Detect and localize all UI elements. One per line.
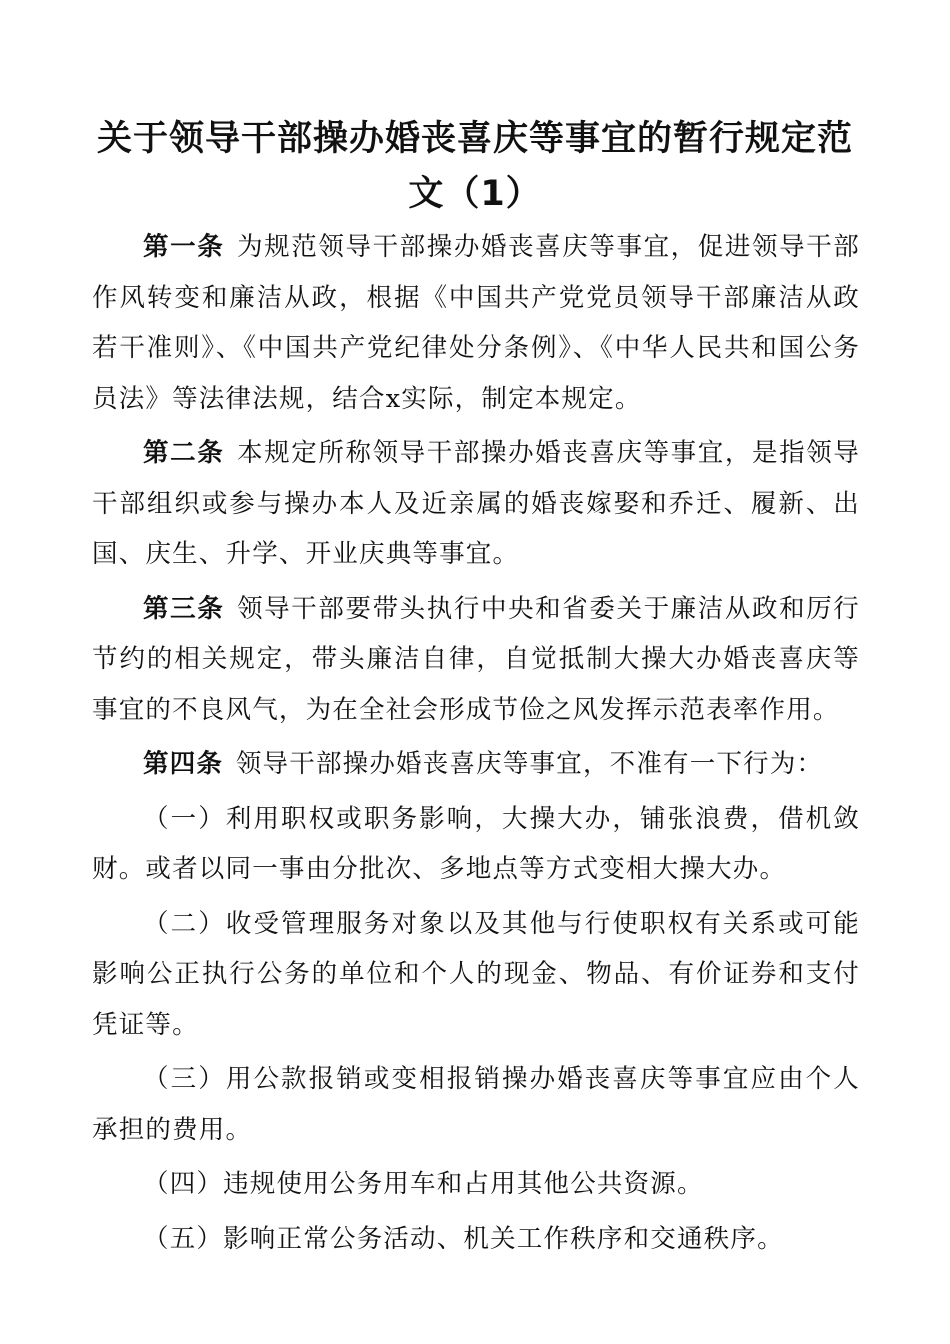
list-item-5: （五）影响正常公务活动、机关工作秩序和交通秩序。 [143,1223,784,1254]
article-4 [92,739,860,790]
article-1 [92,222,860,424]
article-2 [92,428,860,580]
list-item-3: （三）用公款报销或变相报销操办婚丧喜庆等事宜应由个人承担的费用。 [92,1064,860,1145]
article-1-text: 为规范领导干部操办婚丧喜庆等事宜，促进领导干部作风转变和廉洁从政，根据《中国共产党党员领导干部廉洁从政若干准则》、《中国共产党纪律处分条例》、《中华人民共和国公务员法》等法律法规，结合x实际，制定本规定。 [92,232,860,414]
list-item-1: （一）利用职权或职务影响，大操大办，铺张浪费，借机敛财。或者以同一事由分批次、多地点等方式变相大操大办。 [92,803,860,884]
article-1-label: 第一条 [143,232,225,262]
list-item-2: （二）收受管理服务对象以及其他与行使职权有关系或可能影响公正执行公务的单位和个人的现金、物品、有价证券和支付凭证等。 [92,908,860,1040]
article-2-text: 本规定所称领导干部操办婚丧喜庆等事宜，是指领导干部组织或参与操办本人及近亲属的婚丧嫁娶和乔迁、履新、出国、庆生、升学、开业庆典等事宜。 [92,438,860,569]
article-3 [92,584,860,736]
article-4-label: 第四条 [143,749,224,779]
article-2-label: 第二条 [143,438,225,468]
document-body [92,222,860,1268]
list-item-4: （四）违规使用公务用车和占用其他公共资源。 [143,1169,704,1199]
article-4-text: 领导干部操办婚丧喜庆等事宜，不准有一下行为： [235,749,824,779]
article-3-text: 领导干部要带头执行中央和省委关于廉洁从政和厉行节约的相关规定，带头廉洁自律，自觉抵制大操大办婚丧喜庆等事宜的不良风气，为在全社会形成节俭之风发挥示范表率作用。 [92,593,860,725]
article-3-label: 第三条 [143,593,225,624]
document-title: 关于领导干部操办婚丧喜庆等事宜的暂行规定范文（1） [96,119,853,214]
